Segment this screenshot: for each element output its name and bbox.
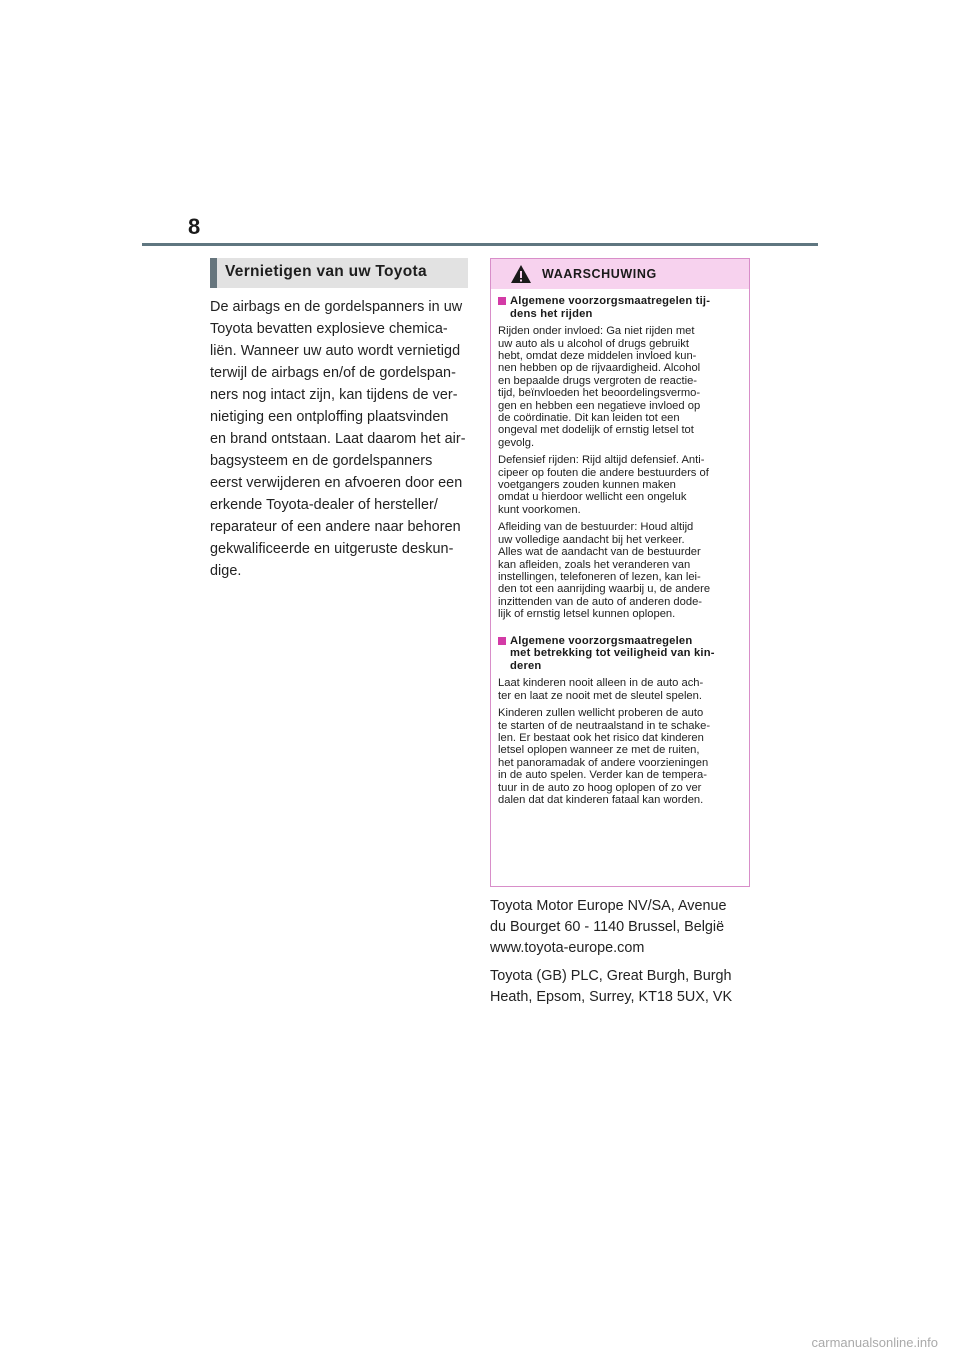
body-text-line: reparateur of een andere naar behoren xyxy=(210,519,461,535)
contact-line: Toyota Motor Europe NV/SA, Avenue xyxy=(490,898,727,914)
body-text-line: Toyota bevatten explosieve chemica- xyxy=(210,321,448,337)
warning-text-line: hebt, omdat deze middelen invloed kun- xyxy=(498,350,697,362)
contact-line: du Bourget 60 - 1140 Brussel, België xyxy=(490,919,725,935)
warning-text-line: gevolg. xyxy=(498,436,535,449)
warning-text-line: Alles wat de aandacht van de bestuurder xyxy=(498,546,701,559)
warning-text-line: inzittenden van de auto of anderen dode- xyxy=(498,595,703,608)
warning-text-line: cipeer op fouten die andere bestuurders of xyxy=(498,466,709,479)
warning-text-line: het panoramadak of andere voorzieningen xyxy=(498,756,709,769)
body-text-line: en brand ontstaan. Laat daarom het air- xyxy=(210,431,466,447)
warning-subheading xyxy=(498,635,743,673)
contact-line: www.toyota-europe.com xyxy=(490,940,645,956)
warning-subheading-line: deren xyxy=(510,659,542,672)
warning-paragraph xyxy=(498,454,743,516)
contact-paragraph xyxy=(490,896,750,959)
contact-line: Toyota (GB) PLC, Great Burgh, Burgh xyxy=(490,968,732,984)
warning-text-line: nen hebben op de rijvaardigheid. Alcohol xyxy=(498,362,701,375)
bullet-square-icon xyxy=(498,637,506,645)
warning-title: WAARSCHUWING xyxy=(542,267,657,281)
body-text-line: nietiging een ontploffing plaatsvinden xyxy=(210,409,449,425)
warning-text-line: kunt voorkomen. xyxy=(498,503,581,516)
page-number: 8 xyxy=(188,214,201,239)
section-body-text xyxy=(210,296,468,582)
warning-text-line: kan afleiden, zoals het veranderen van xyxy=(498,558,691,571)
warning-text-line: omdat u hierdoor wellicht een ongeluk xyxy=(498,491,687,504)
contact-info xyxy=(490,896,750,1008)
warning-text-line: gen en hebben een negatieve invloed op xyxy=(498,399,701,412)
warning-text-line: Afleiding van de bestuurder: Houd altijd xyxy=(498,521,694,534)
warning-text-line: ter en laat ze nooit met de sleutel spelen. xyxy=(498,689,702,702)
contact-paragraph xyxy=(490,966,750,1008)
warning-text-line: den tot een aanrijding waarbij u, de andere xyxy=(498,583,711,596)
watermark-logo: carmanualsonline.info xyxy=(811,1335,938,1350)
warning-text-line: ongeval met dodelijk of ernstig letsel tot xyxy=(498,424,694,437)
warning-box xyxy=(490,258,750,887)
warning-text-line: tuur in de auto zo hoog oplopen of zo ver xyxy=(498,781,702,794)
warning-subheading-line: Algemene voorzorgsmaatregelen tij- xyxy=(510,295,711,307)
warning-spacer xyxy=(498,626,743,635)
section-heading: Vernietigen van uw Toyota xyxy=(210,258,468,288)
warning-text-line: lijk of ernstig letsel kunnen oplopen. xyxy=(498,608,676,621)
warning-text-line: Defensief rijden: Rijd altijd defensief. Anti- xyxy=(498,454,705,467)
bullet-square-icon xyxy=(498,297,506,305)
header-rule xyxy=(142,243,818,246)
body-text-line: De airbags en de gordelspanners in uw xyxy=(210,299,463,315)
right-column xyxy=(490,258,750,1015)
warning-text-line: voetgangers zouden kunnen maken xyxy=(498,479,676,492)
warning-text-line: dalen dat dat kinderen fataal kan worden. xyxy=(498,793,704,806)
warning-text-line: Kinderen zullen wellicht proberen de auto xyxy=(498,707,704,720)
body-text-line: gekwalificeerde en uitgeruste deskun- xyxy=(210,541,454,557)
body-text-line: bagsysteem en de gordelspanners xyxy=(210,453,433,469)
warning-paragraph xyxy=(498,325,743,449)
warning-paragraph xyxy=(498,521,743,620)
left-column xyxy=(210,258,468,582)
warning-triangle-icon xyxy=(510,264,532,284)
body-text-line: erkende Toyota-dealer of hersteller/ xyxy=(210,497,438,513)
warning-subheading xyxy=(498,295,743,320)
body-text-line: ners nog intact zijn, kan tijdens de ver- xyxy=(210,387,458,403)
warning-text-line: te starten of de neutraalstand in te schake- xyxy=(498,719,711,732)
warning-header xyxy=(491,259,749,289)
warning-subheading-line: met betrekking tot veiligheid van kin- xyxy=(510,647,715,660)
warning-text-line: letsel oplopen wanneer ze met de ruiten, xyxy=(498,744,700,757)
warning-body xyxy=(491,289,749,806)
warning-text-line: en bepaalde drugs vergroten de reactie- xyxy=(498,374,698,387)
warning-text-line: in de auto spelen. Verder kan de tempera- xyxy=(498,769,707,782)
warning-paragraph xyxy=(498,707,743,806)
body-text-line: dige. xyxy=(210,563,242,579)
warning-text-line: Laat kinderen nooit alleen in de auto ach- xyxy=(498,677,704,690)
warning-text-line: instellingen, telefoneren of lezen, kan lei- xyxy=(498,570,701,583)
body-text-line: terwijl de airbags en/of de gordelspan- xyxy=(210,365,456,381)
warning-paragraph xyxy=(498,677,743,702)
warning-text-line: uw auto als u alcohol of drugs gebruikt xyxy=(498,337,689,350)
body-text-line: eerst verwijderen en afvoeren door een xyxy=(210,475,463,491)
body-text-line: liën. Wanneer uw auto wordt vernietigd xyxy=(210,343,461,359)
warning-text-line: Rijden onder invloed: Ga niet rijden met xyxy=(498,325,695,338)
warning-text-line: uw volledige aandacht bij het verkeer. xyxy=(498,533,685,546)
warning-subheading-line: Algemene voorzorgsmaatregelen xyxy=(510,634,693,647)
warning-subheading-line: dens het rijden xyxy=(510,307,593,320)
warning-text-line: len. Er bestaat ook het risico dat kinderen xyxy=(498,731,704,744)
warning-text-line: de coördinatie. Dit kan leiden tot een xyxy=(498,412,680,425)
contact-line: Heath, Epsom, Surrey, KT18 5UX, VK xyxy=(490,989,733,1005)
warning-text-line: tijd, beïnvloeden het beoordelingsvermo- xyxy=(498,387,701,400)
